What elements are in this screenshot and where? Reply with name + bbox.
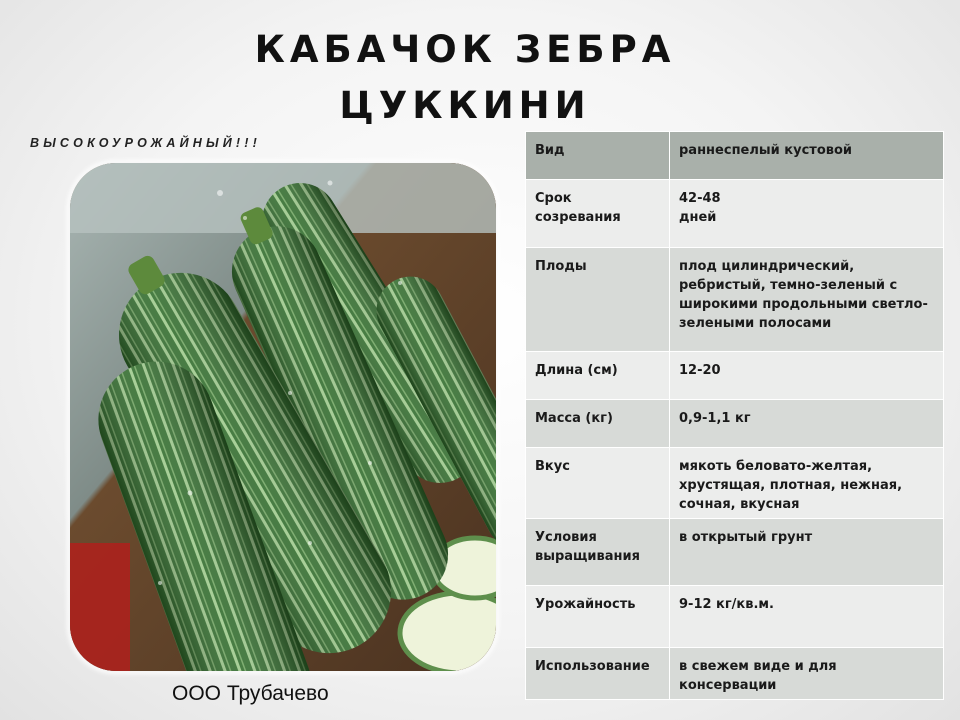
spec-label: Урожайность bbox=[526, 586, 670, 648]
page-title-line1: КАБАЧОК ЗЕБРА bbox=[254, 28, 676, 71]
page-title-line2: ЦУККИНИ bbox=[339, 84, 591, 127]
specs-table bbox=[525, 131, 944, 700]
table-row bbox=[526, 132, 944, 180]
table-row bbox=[526, 248, 944, 352]
tagline: ВЫСОКОУРОЖАЙНЫЙ!!! bbox=[30, 136, 261, 150]
spec-label: Плоды bbox=[526, 248, 670, 352]
spec-value: в открытый грунт bbox=[670, 519, 944, 586]
table-row bbox=[526, 180, 944, 248]
spec-value: в свежем виде и для консервации bbox=[670, 648, 944, 700]
spec-value: 42-48 дней bbox=[670, 180, 944, 248]
spec-value: 12-20 bbox=[670, 352, 944, 400]
table-row bbox=[526, 648, 944, 700]
table-row bbox=[526, 448, 944, 519]
spec-label: Условия выращивания bbox=[526, 519, 670, 586]
spec-label: Масса (кг) bbox=[526, 400, 670, 448]
spec-value: 0,9-1,1 кг bbox=[670, 400, 944, 448]
spec-value: 9-12 кг/кв.м. bbox=[670, 586, 944, 648]
spec-value: мякоть беловато-желтая, хрустящая, плотная, нежная, сочная, вкусная bbox=[670, 448, 944, 519]
company-name: ООО Трубачево bbox=[172, 682, 329, 705]
table-row bbox=[526, 586, 944, 648]
spec-label: Вкус bbox=[526, 448, 670, 519]
spec-value: плод цилиндрический, ребристый, темно-зеленый с широкими продольными светло-зелеными полосами bbox=[670, 248, 944, 352]
table-row bbox=[526, 400, 944, 448]
spec-label: Длина (см) bbox=[526, 352, 670, 400]
table-row bbox=[526, 519, 944, 586]
spec-value: раннеспелый кустовой bbox=[670, 132, 944, 180]
spec-label: Вид bbox=[526, 132, 670, 180]
table-row bbox=[526, 352, 944, 400]
spec-label: Использование bbox=[526, 648, 670, 700]
spec-label: Срок созревания bbox=[526, 180, 670, 248]
zucchini-photo bbox=[70, 163, 496, 671]
